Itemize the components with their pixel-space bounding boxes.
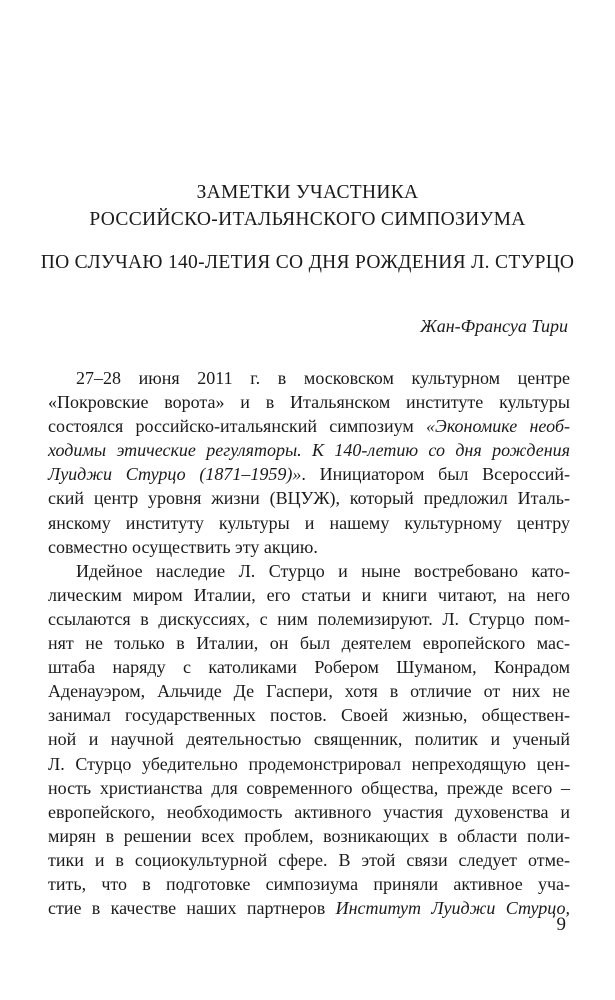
page-number: 9 <box>556 914 566 935</box>
text-run: стие в качестве наших партнеров <box>48 898 336 919</box>
subtitle-line: ПО СЛУЧАЮ 140-ЛЕТИЯ СО ДНЯ РОЖДЕНИЯ Л. СТУРЦО <box>40 252 575 273</box>
paragraph-2-line: Аденауэром, Альчиде Де Гаспери, хотя в отличие от них не <box>48 681 570 702</box>
title-line-1: ЗАМЕТКИ УЧАСТНИКА <box>196 182 419 203</box>
article-body <box>48 366 570 920</box>
paragraph-2-line: Идейное наследие Л. Стурцо и ныне востребовано като- <box>76 560 570 581</box>
paragraph-2-line: лическим миром Италии, его статьи и книги читают, на него <box>48 584 570 605</box>
paragraph-2-line: штаба наряду с католиками Робером Шуманом, Конрадом <box>48 657 570 678</box>
paragraph-2-line: тики и в социокультурной сфере. В этой связи следует отме- <box>48 849 570 870</box>
paragraph-2-line: ность христианства для современного общества, прежде всего – <box>48 777 570 798</box>
paragraph-2-line: ной и научной деятельностью священник, политик и ученый <box>48 729 570 750</box>
title-line-2: РОССИЙСКО-ИТАЛЬЯНСКОГО СИМПОЗИУМА <box>89 209 526 230</box>
paragraph-1-line: совместно осуществить эту акцию. <box>48 536 318 557</box>
italic-run: «Экономике необ- <box>426 416 570 437</box>
paragraph-1-line: 27–28 июня 2011 г. в московском культурном центре <box>76 368 570 388</box>
italic-run: Луиджи Стурцо (1871–1959)» <box>48 464 302 485</box>
italic-run: Институт Луиджи Стурцо, <box>335 898 570 919</box>
paragraph-1-line: ский центр уровня жизни (ВЦУЖ), который предложил Италь- <box>48 488 570 509</box>
paragraph-1-line <box>48 414 570 438</box>
paragraph-2-line: тить, что в подготовке симпозиума приняли активное уча- <box>48 873 570 894</box>
paragraph-2-line <box>48 896 570 920</box>
paragraph-2-line: европейского, необходимость активного участия духовенства и <box>48 801 570 822</box>
author-name: Жан-Франсуа Тири <box>420 316 568 336</box>
paragraph-2-line: ссылаются в дискуссиях, с ним полемизируют. Л. Стурцо пом- <box>48 608 570 629</box>
paragraph-1-line <box>48 462 570 486</box>
paragraph-2-line: Л. Стурцо убедительно продемонстрировал непреходящую цен- <box>48 753 570 774</box>
paragraph-2-line: мирян в решении всех проблем, возникающих в области поли- <box>48 825 570 846</box>
paragraph-1-line <box>48 438 570 462</box>
paragraph-2-line: нят не только в Италии, он был деятелем европейского мас- <box>48 633 570 654</box>
text-run: состоялся российско-итальянский симпозиум <box>48 416 427 437</box>
paragraph-1-line: «Покровские ворота» и в Итальянском институте культуры <box>48 392 570 413</box>
italic-run: ходимы этические регуляторы. К 140-летию со дня рождения <box>48 440 570 461</box>
paragraph-2-line: занимал государственных постов. Своей жизнью, обществен- <box>48 705 570 726</box>
text-run: . Инициатором был Всероссий- <box>301 464 570 485</box>
paragraph-1-line: янскому институту культуры и нашему культурному центру <box>48 512 570 533</box>
